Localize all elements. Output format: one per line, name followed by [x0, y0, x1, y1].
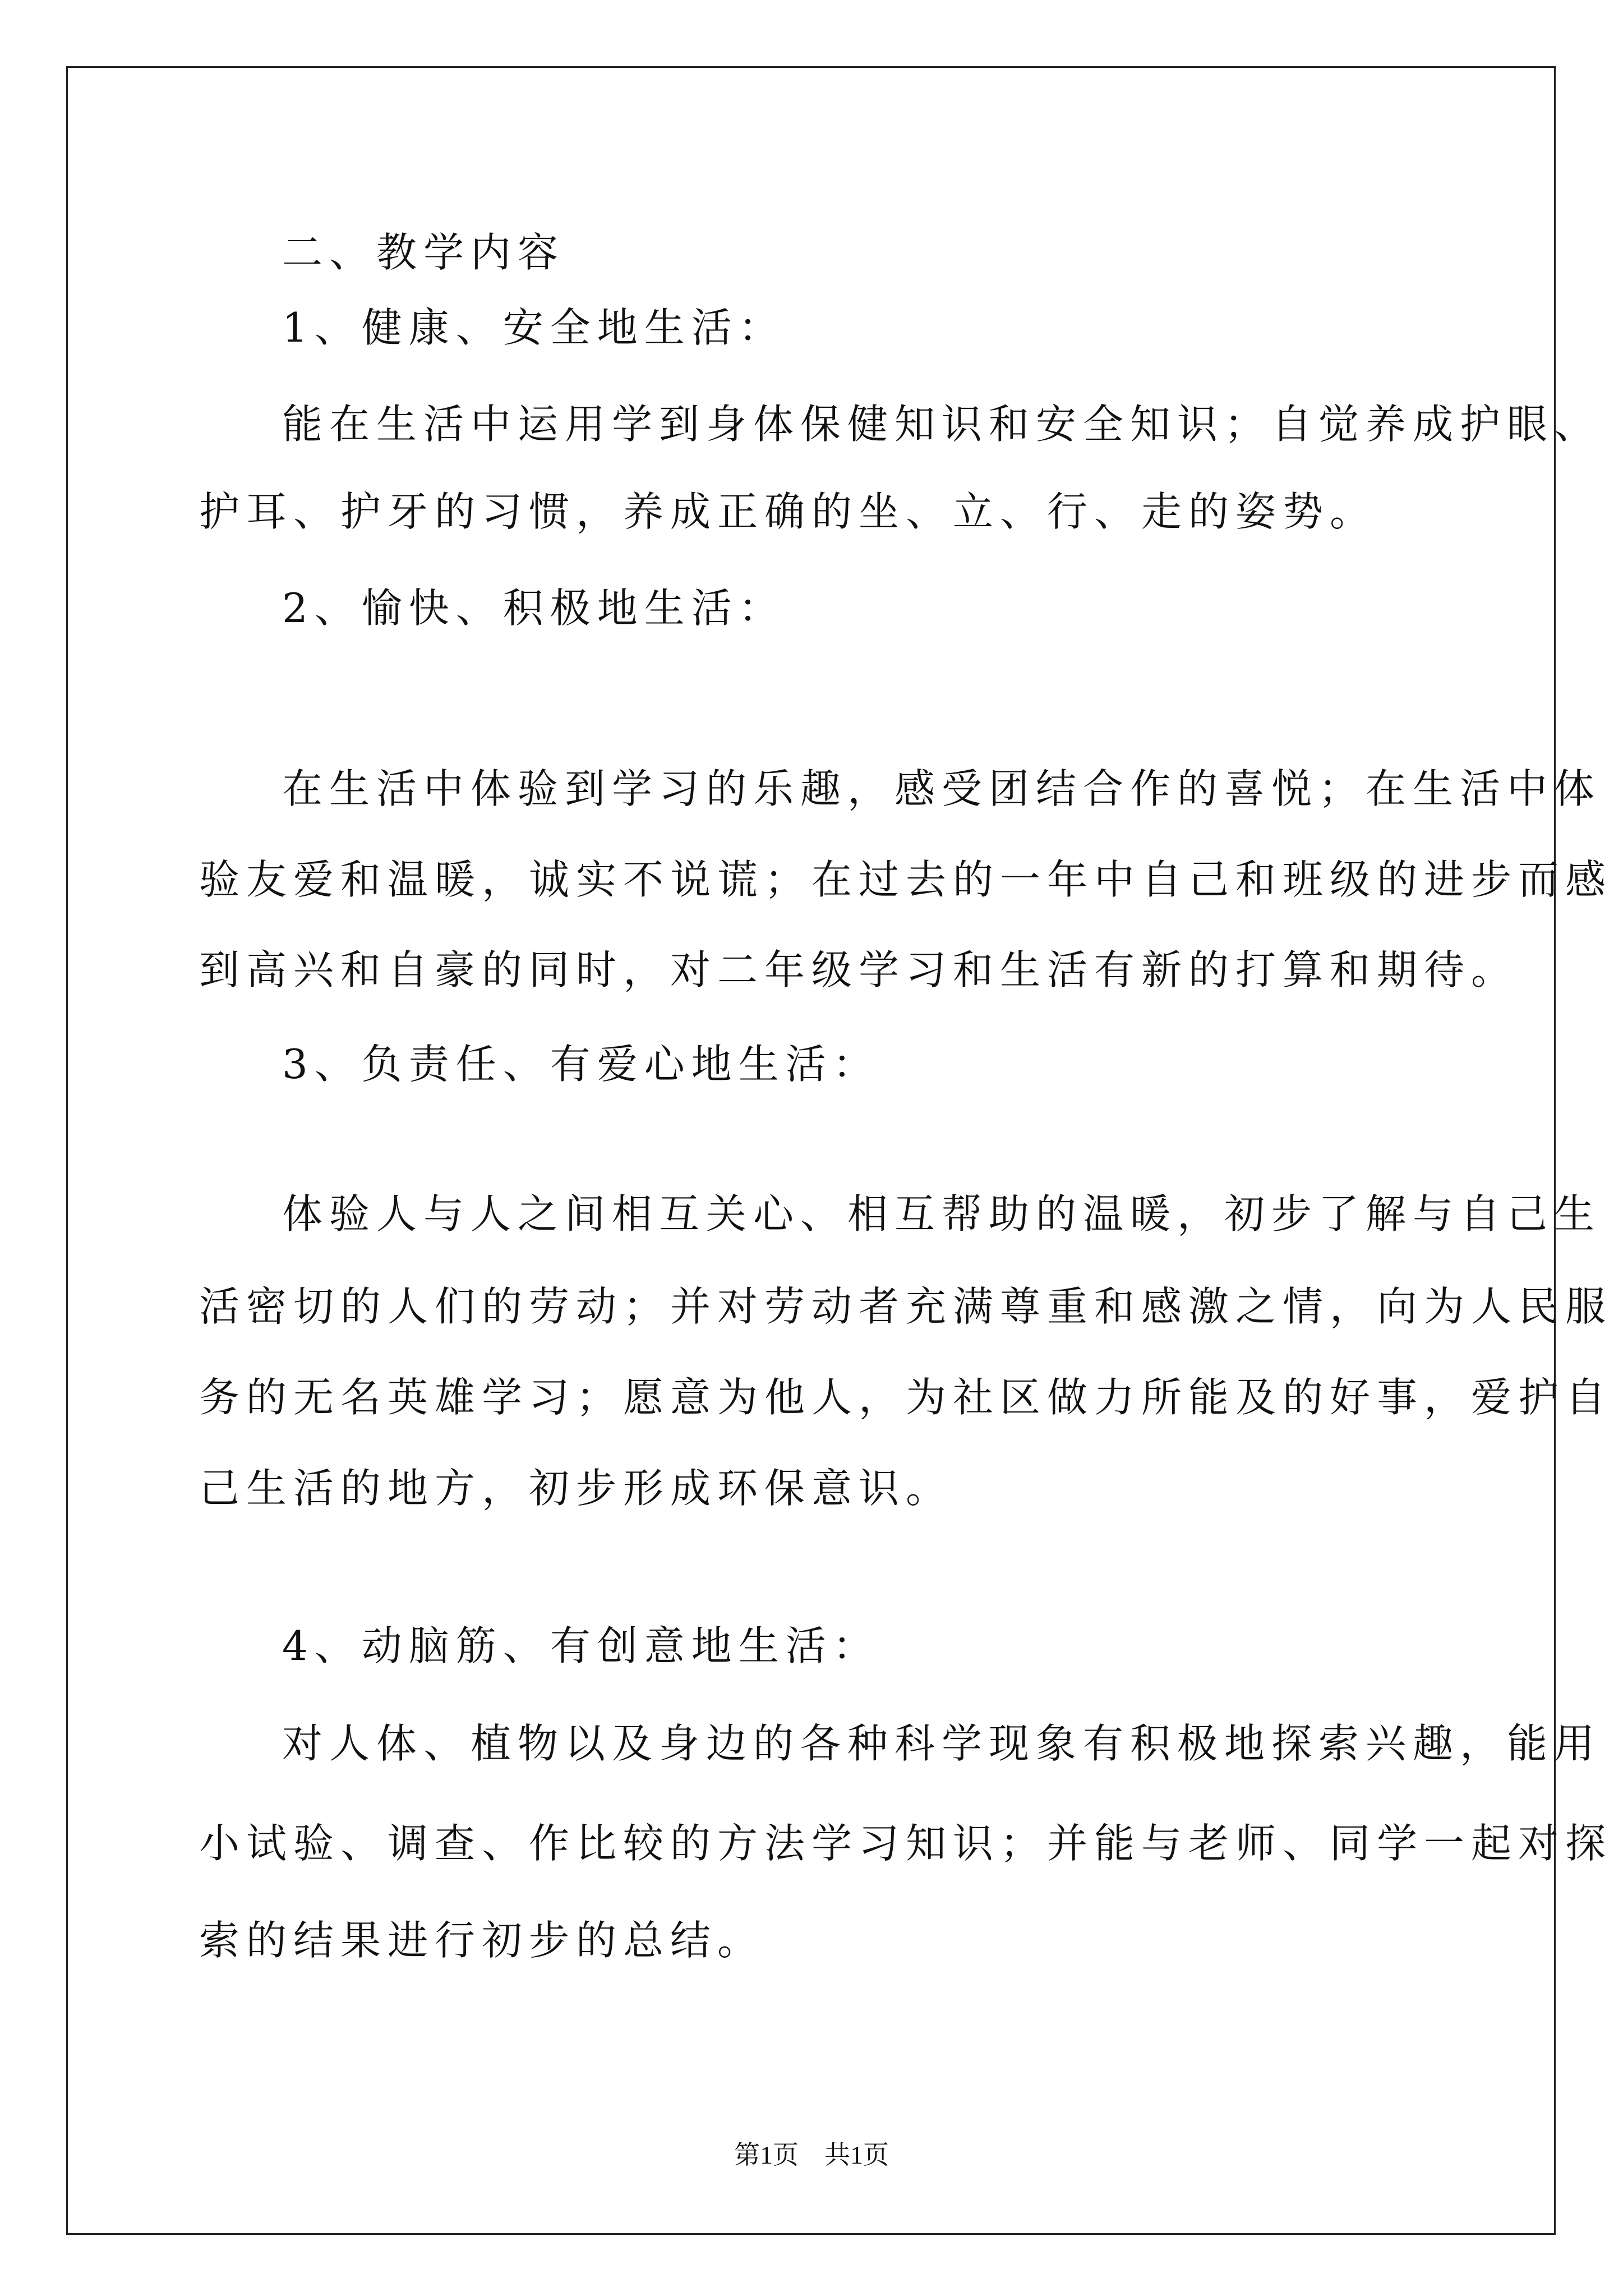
- paragraph-line: 到高兴和自豪的同时，对二年级学习和生活有新的打算和期待。: [199, 946, 1519, 993]
- paragraph-line: 体验人与人之间相互关心、相互帮助的温暖，初步了解与自己生: [282, 1190, 1602, 1237]
- section-heading: 二、教学内容: [282, 229, 565, 276]
- paragraph-line: 能在生活中运用学到身体保健知识和安全知识；自觉养成护眼、: [282, 401, 1602, 448]
- paragraph-line: 己生活的地方，初步形成环保意识。: [199, 1465, 953, 1512]
- paragraph-line: 活密切的人们的劳动；并对劳动者充满尊重和感激之情，向为人民服: [199, 1283, 1613, 1330]
- subsection-heading-2: 2、愉快、积极地生活：: [282, 585, 786, 632]
- paragraph-line: 务的无名英雄学习；愿意为他人，为社区做力所能及的好事，爱护自: [199, 1374, 1613, 1421]
- paragraph-line: 护耳、护牙的习惯，养成正确的坐、立、行、走的姿势。: [199, 488, 1377, 535]
- page-number-footer: 第1页 共1页: [734, 2141, 889, 2169]
- paragraph-line: 索的结果进行初步的总结。: [199, 1917, 765, 1964]
- subsection-heading-1: 1、健康、安全地生活：: [282, 304, 786, 351]
- paragraph-line: 在生活中体验到学习的乐趣，感受团结合作的喜悦；在生活中体: [282, 765, 1602, 812]
- subsection-heading-3: 3、负责任、有爱心地生活：: [282, 1041, 880, 1088]
- paragraph-line: 验友爱和温暖，诚实不说谎；在过去的一年中自己和班级的进步而感: [199, 856, 1613, 903]
- paragraph-line: 小试验、调查、作比较的方法学习知识；并能与老师、同学一起对探: [199, 1820, 1613, 1867]
- page-border: [66, 66, 1556, 2235]
- paragraph-line: 对人体、植物以及身边的各种科学现象有积极地探索兴趣，能用: [282, 1720, 1602, 1767]
- subsection-heading-4: 4、动脑筋、有创意地生活：: [282, 1622, 880, 1669]
